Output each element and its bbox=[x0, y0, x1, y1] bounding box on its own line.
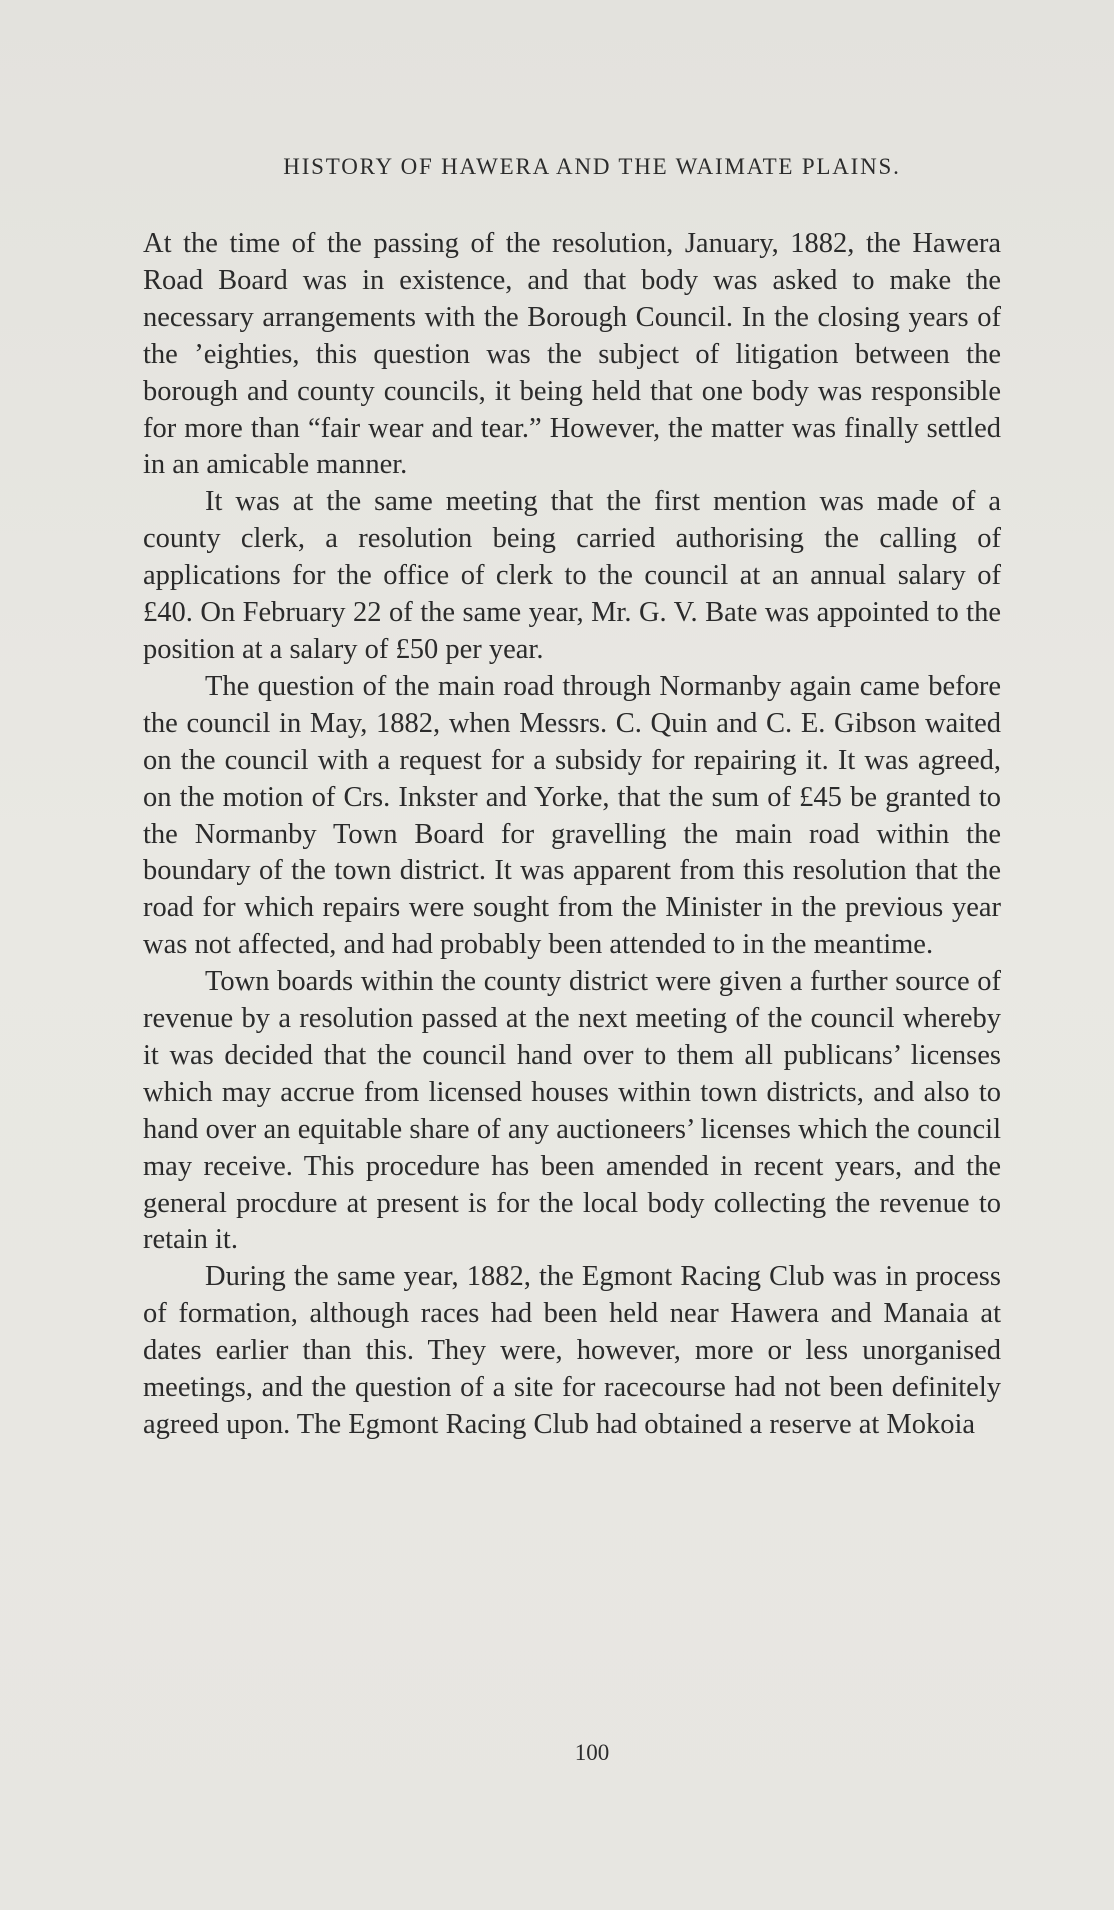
body-text bbox=[143, 226, 1001, 1444]
page-number: 100 bbox=[574, 1740, 610, 1765]
paragraph: The question of the main road through Normanby again came before the council in May, 1882, when Messrs. C. Quin and C. E. Gibson waited on the council with a request for a subsidy for repairing it. It was agreed, on the motion of Crs. Inkster and Yorke, that the sum of £45 be granted to the Normanby Town Board for gravelling the main road within the boundary of the town district. It was apparent from this resolution that the road for which repairs were sought from the Minister in the previous year was not affected, and had probably been attended to in the meantime. bbox=[143, 670, 1001, 961]
paragraph: It was at the same meeting that the first mention was made of a county clerk, a resolution being carried authorising the calling of applications for the office of clerk to the council at an annual salary of £40. On February 22 of the same year, Mr. G. V. Bate was appointed to the position at a salary of £50 per year. bbox=[143, 486, 1001, 665]
paragraph: At the time of the passing of the resolution, January, 1882, the Hawera Road Board was in existence, and that body was asked to make the necessary arrangements with the Borough Council. In the closing years of the ’eighties, this question was the subject of litigation between the borough and county councils, it being held that one body was responsible for more than “fair wear and tear.” However, the matter was finally settled in an amicable manner. bbox=[143, 228, 1001, 481]
paragraph: During the same year, 1882, the Egmont Racing Club was in process of formation, although races had been held near Hawera and Manaia at dates earlier than this. They were, however, more or less unorganised meetings, and the question of a site for racecourse had not been definitely agreed upon. The Egmont Racing Club had obtained a reserve at Mokoia bbox=[143, 1261, 1001, 1440]
paragraph: Town boards within the county district were given a further source of revenue by a resolution passed at the next meeting of the council whereby it was decided that the council hand over to them all publicans’ licenses which may accrue from licensed houses within town districts, and also to hand over an equitable share of any auctioneers’ licenses which the council may receive. This procedure has been amended in recent years, and the general procdure at present is for the local body collecting the revenue to retain it. bbox=[143, 966, 1001, 1256]
running-head-title: HISTORY OF HAWERA AND THE WAIMATE PLAINS. bbox=[283, 154, 901, 179]
